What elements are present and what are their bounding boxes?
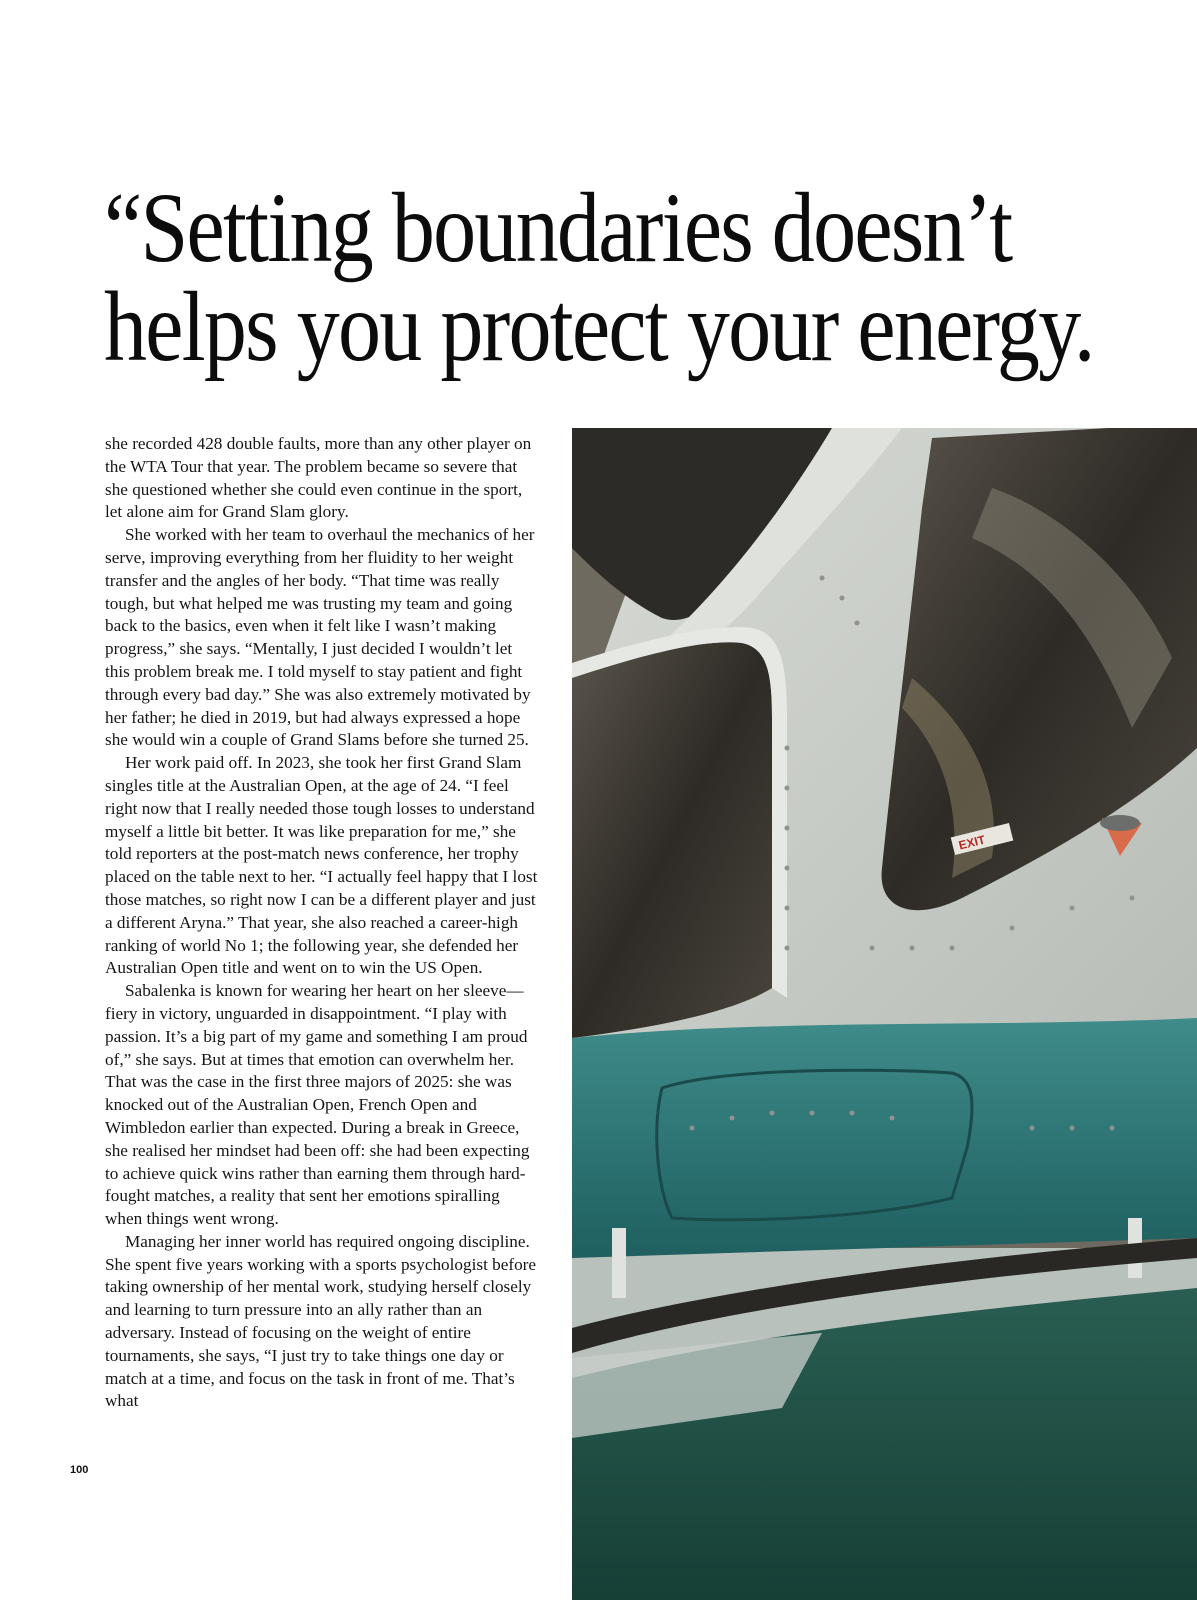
door-handle	[1100, 815, 1140, 831]
article-paragraph: She worked with her team to overhaul the mechanics of her serve, improving everything from her fluidity to her weight transfer and the angles of her body. “That time was really tough, but what helped me was trusting my team and going back to the basics, even when it felt like I wasn’t making progress,” she says. “Mentally, I just decided I wouldn’t let this problem break me. I told myself to stay patient and fight through every bad day.” She was also extremely motivated by her father; he died in 2019, but had always expressed a hope she would win a couple of Grand Slams before she turned 25.	[105, 525, 535, 750]
page-number: 100	[70, 1464, 89, 1476]
skid-leg	[612, 1228, 626, 1298]
article-body	[105, 433, 541, 1413]
pull-quote-line-1: “Setting boundaries doesn’t	[104, 172, 1012, 283]
fuselage-teal	[572, 1018, 1197, 1258]
article-paragraph: she recorded 428 double faults, more than any other player on the WTA Tour that year. The problem became so severe that she questioned whether she could even continue in the sport, let alone aim for Grand Slam glory.	[105, 434, 532, 522]
helicopter-illustration	[572, 428, 1197, 1600]
pull-quote-line-2: helps you protect your energy.	[104, 271, 1094, 382]
front-window	[572, 642, 772, 1038]
helicopter-photo	[572, 428, 1197, 1600]
article-paragraph: Sabalenka is known for wearing her heart on her sleeve—fiery in victory, unguarded in disappointment. “I play with passion. It’s a big part of my game and something I am proud of,” she says. But at times that emotion can overwhelm her. That was the case in the first three majors of 2025: she was knocked out of the Australian Open, French Open and Wimbledon earlier than expected. During a break in Greece, she realised her mindset had been off: she had been expecting to achieve quick wins rather than earning them through hard-fought matches, a reality that sent her emotions spiralling when things went wrong.	[105, 981, 530, 1229]
article-paragraph: Managing her inner world has required ongoing discipline. She spent five years working with a sports psychologist before taking ownership of her mental work, studying herself closely and learning to turn pressure into an ally rather than an adversary. Instead of focusing on the weight of entire tournaments, she says, “I just try to take things one day or match at a time, and focus on the task in front of me. That’s what	[105, 1231, 537, 1411]
pull-quote	[104, 172, 1094, 382]
exit-label: EXIT	[957, 832, 987, 853]
article-paragraph: Her work paid off. In 2023, she took her first Grand Slam singles title at the Australian Open, at the age of 24. “I feel right now that I really needed those tough losses to understand myself a little bit better. It was like preparation for me,” she told reporters at the post-match news conference, her trophy placed on the table next to her. “I actually feel happy that I lost those matches, so right now I can be a different player and just a different Aryna.” That year, she also reached a career-high ranking of world No 1; the following year, she defended her Australian Open title and went on to win the US Open.	[105, 753, 538, 978]
